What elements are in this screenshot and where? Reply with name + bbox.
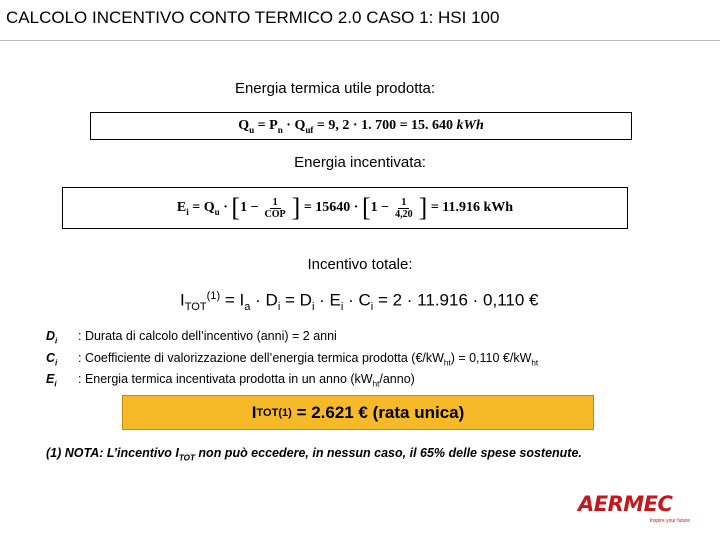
- formula-p-n: $P_n$: [269, 117, 283, 135]
- definition-c: $C_i$ : Coefficiente di valorizzazione dell’energia termica prodotta $(€/kW_{ht}) = 0,110$ $€/kW_{ht}$: [46, 350, 539, 367]
- logo-brand: AERMEC: [578, 492, 673, 516]
- page-title: CALCOLO INCENTIVO CONTO TERMICO 2.0 CASO 1: HSI 100: [6, 8, 500, 27]
- formula-result: = 11.916 kWh: [430, 200, 514, 215]
- footnote: (1) NOTA: L’incentivo $I_{TOT}$ non può eccedere, in nessun caso, il 65% delle spese sostenute.: [46, 446, 582, 463]
- dot-operator: ·: [286, 118, 291, 133]
- formula-unit: kWh: [456, 118, 484, 133]
- definition-e: $E_i$ : Energia termica incentivata prodotta in un anno $(kW_{ht}/anno)$: [46, 372, 415, 389]
- bracket-left: [: [231, 193, 241, 222]
- formula-q-u: $Q_u$: [238, 117, 255, 135]
- heading-energia-termica: Energia termica utile prodotta:: [234, 80, 436, 97]
- formula-box-energia-incentivata: [62, 187, 628, 229]
- definitions-list: [46, 328, 686, 393]
- one-minus-2: 1 −: [370, 200, 390, 215]
- bracket-right: ]: [291, 193, 301, 222]
- dot-operator: ·: [223, 200, 228, 215]
- fraction-cop: $\frac{1}{\text{COP}}$: [264, 196, 286, 220]
- bracket-right-2: ]: [418, 193, 428, 222]
- definition-d: $D_i$ : Durata di calcolo dell’incentivo (anni) = 2 anni: [46, 329, 337, 346]
- formula-calc: = 9, 2 · 1. 700 = 15. 640: [316, 118, 454, 133]
- formula-mid: = 15640 ·: [303, 200, 359, 215]
- fraction-value: $\frac{1}{4,20}$: [395, 196, 413, 220]
- divider: [0, 40, 720, 41]
- formula-e-i: $E_i$: [176, 199, 189, 217]
- formula-q-uf: $Q_{uf}$: [294, 117, 314, 135]
- bracket-left-2: [: [361, 193, 371, 222]
- result-box: I TOT (1) = 2.621 € (rata unica): [122, 395, 594, 430]
- equals-sign: =: [257, 118, 266, 133]
- logo-tagline: Inspire your future: [649, 518, 690, 524]
- heading-incentivo-totale: Incentivo totale:: [307, 256, 413, 273]
- equals-sign: =: [192, 200, 201, 215]
- one-minus: 1 −: [240, 200, 259, 215]
- heading-energia-incentivata: Energia incentivata:: [294, 154, 426, 171]
- formula-q-u2: $Q_u$: [203, 199, 220, 217]
- formula-incentivo-totale: $I_{TOT}^{(1)} = I_a \cdot D_i = D_i \cdot E_i \cdot C_i = 2 \cdot 11.916 \cdot 0,110$ €: [180, 290, 539, 314]
- aermec-logo: [578, 492, 698, 528]
- formula-box-energia-termica: [90, 112, 632, 140]
